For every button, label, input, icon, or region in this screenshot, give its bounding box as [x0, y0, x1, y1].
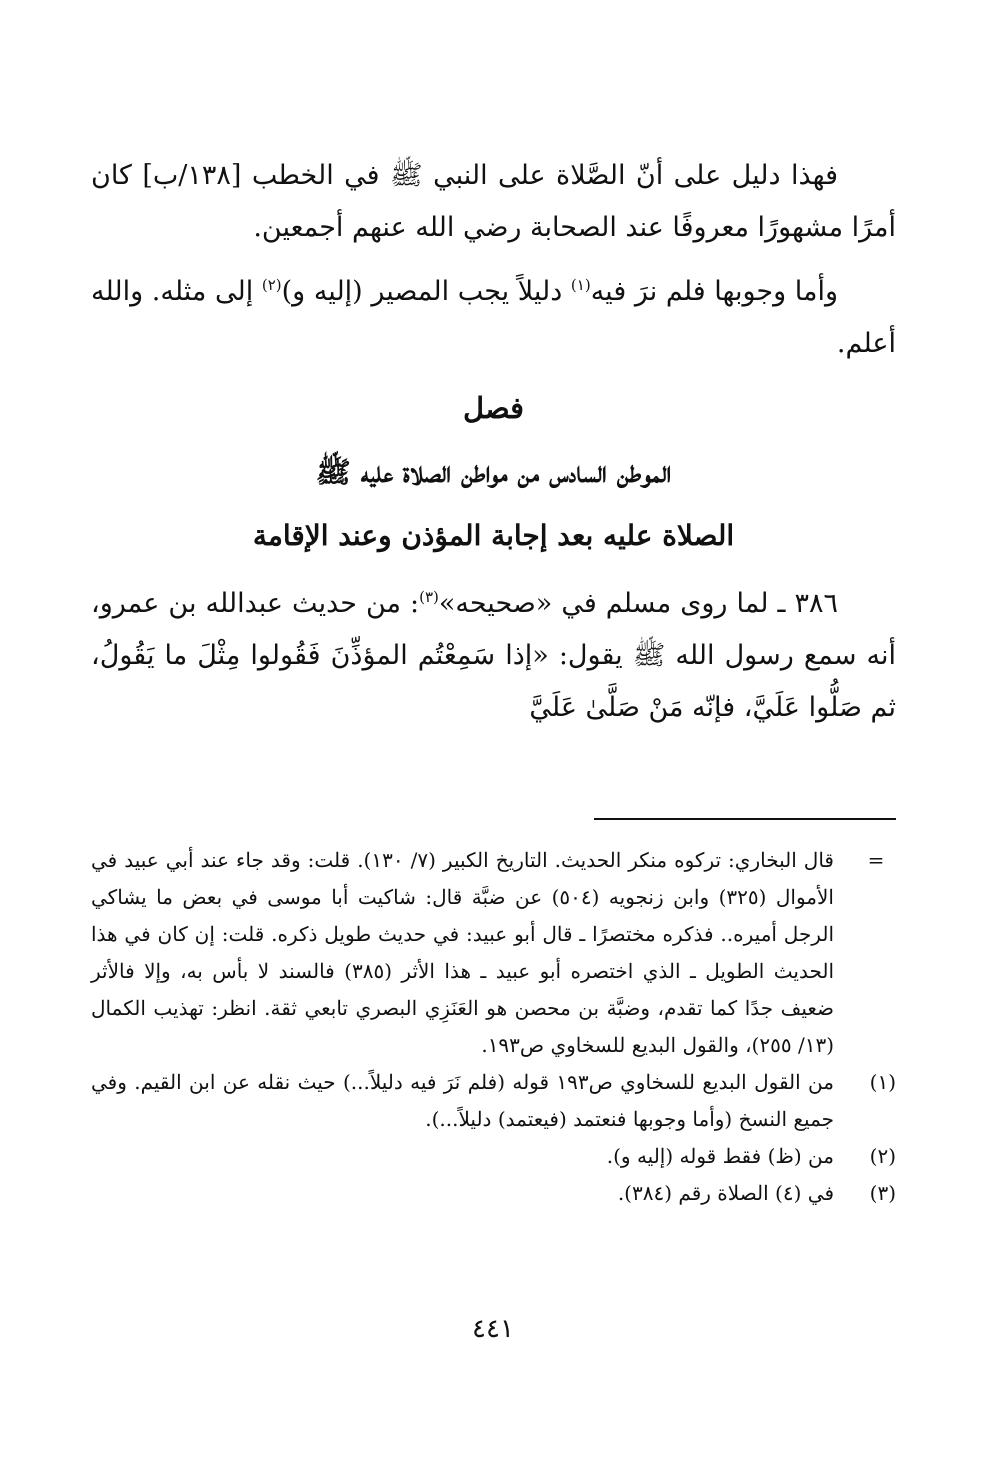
hadith-part1: ٣٨٦ ـ لما روى مسلم في «صحيحه» [438, 588, 838, 619]
footnote-2 [91, 1138, 896, 1175]
paragraph-khutab: فهذا دليل على أنّ الصَّلاة على النبي ﷺ في الخطب [١٣٨/ب] كان أمرًا مشهورًا معروفًا عند الصحابة رضي الله عنهم أجمعين. [91, 160, 896, 243]
section-label: فصل [463, 391, 524, 425]
footnote-2-text: من (ظ) فقط قوله (إليه و). [606, 1144, 834, 1168]
footnote-1-text: من القول البديع للسخاوي ص١٩٣ قوله (فلم نَرَ فيه دليلاً...) حيث نقله عن ابن القيم. وفي جميع النسخ (وأما وجوبها فنعتمد (فيعتمد) دليلاً...). [91, 1070, 834, 1131]
footnote-ref-3[interactable]: (٣) [419, 588, 439, 606]
continuation-mark: = [867, 848, 885, 872]
footnote-3 [91, 1175, 896, 1212]
footnote-continuation [91, 842, 896, 1064]
footnote-separator [594, 818, 896, 820]
footnote-ref-1[interactable]: (١) [570, 276, 591, 294]
footnote-1-mark: (١) [869, 1070, 896, 1094]
footnote-3-mark: (٣) [869, 1181, 896, 1205]
section-title: الموطن السادس من مواطن الصلاة عليه ﷺ [315, 455, 672, 489]
hadith-part2: : من حديث عبدالله بن عمرو، أنه سمع رسول الله ﷺ يقول: «إذا سَمِعْتُم المؤذِّنَ فَقُولوا مِثْلَ ما يَقُولُ، ثم صَلُّوا عَلَيَّ، فإنّه مَنْ صَلَّىٰ عَلَيَّ [91, 588, 896, 723]
paragraph-wujub-part3: إلى مثله. والله أعلم. [91, 276, 896, 359]
footnote-continuation-text: قال البخاري: تركوه منكر الحديث. التاريخ الكبير (٧/ ١٣٠). قلت: وقد جاء عند أبي عبيد في الأموال (٣٢٥) وابن زنجويه (٥٠٤) عن ضبَّة قال: شاكيت أبا موسى في بعض ما يشاكي الرجل أميره.. فذكره مختصرًا ـ قال أبو عبيد: في حديث طويل ذكره. قلت: إن كان في هذا الحديث الطويل ـ الذي اختصره أبو عبيد ـ هذا الأثر (٣٨٥) فالسند لا بأس به، وإلا فالأثر ضعيف جدًا كما تقدم، وضبَّة بن محصن هو العَنَزِي البصري تابعي ثقة. انظر: تهذيب الكمال (١٣/ ٢٥٥)، والقول البديع للسخاوي ص١٩٣. [91, 848, 835, 1057]
page-number: ٤٤١ [472, 1314, 514, 1344]
paragraph-hadith-386 [91, 578, 896, 734]
paragraph-wujub [91, 266, 896, 370]
footnote-3-text: في (٤) الصلاة رقم (٣٨٤). [617, 1181, 834, 1205]
paragraph-wujub-part2: دليلاً يجب المصير (إليه و) [281, 276, 571, 307]
main-text [91, 150, 896, 740]
footnote-2-mark: (٢) [869, 1144, 896, 1168]
paragraph-wujub-part1: وأما وجوبها فلم نرَ فيه [590, 276, 838, 307]
footnote-ref-2[interactable]: (٢) [261, 276, 282, 294]
footnote-1 [91, 1064, 896, 1138]
section-subtitle: الصلاة عليه بعد إجابة المؤذن وعند الإقامة [252, 519, 735, 552]
footnotes [91, 842, 896, 1212]
